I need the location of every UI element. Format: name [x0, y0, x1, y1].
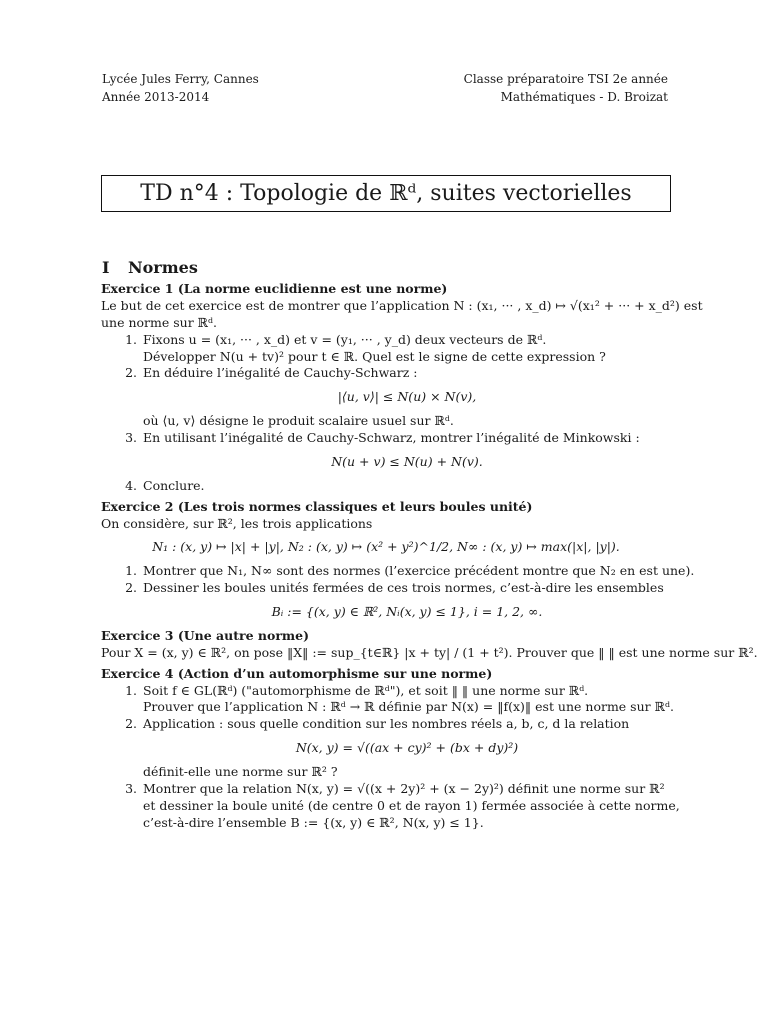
question-text: 2. Dessiner les boules unités fermées de ces trois normes, c’est-à-dire les ensembles [143, 580, 664, 596]
exercise-list [101, 281, 758, 832]
exercise-title: Exercice 1 (La norme euclidienne est une norme) [101, 281, 448, 296]
exercise-title: Exercice 3 (Une autre norme) [101, 627, 310, 643]
question-text: définit-elle une norme sur ℝ² ? [143, 764, 338, 779]
exercise-text: Pour X = (x, y) ∈ ℝ², on pose ‖X‖ := sup_{t∈ℝ} |x + ty| / (1 + t²). Prouver que ‖ ‖ est une norme sur ℝ². [101, 644, 758, 660]
teacher-name: Mathématiques - D. Broizat [500, 90, 668, 104]
question-text: 2. Application : sous quelle condition sur les nombres réels a, b, c, d la relation [143, 716, 630, 732]
section-heading [102, 257, 198, 279]
question-item [141, 332, 671, 366]
exercise-text: Le but de cet exercice est de montrer que l’application N : (x₁, ··· , x_d) ↦ √(x₁² + ··· + x_d²) est [101, 297, 703, 313]
class-name: Classe préparatoire TSI 2e année [463, 72, 668, 86]
section-label: Normes [128, 258, 198, 277]
question-text: 3. Montrer que la relation N(x, y) = √((x + 2y)² + (x − 2y)²) définit une norme sur ℝ² [143, 780, 665, 796]
formula: Bᵢ := {(x, y) ∈ ℝ², Nᵢ(x, y) ≤ 1}, i = 1, 2, ∞. [271, 604, 543, 619]
question-text: Développer N(u + tv)² pour t ∈ ℝ. Quel est le signe de cette expression ? [143, 348, 606, 364]
question-text: 1. Fixons u = (x₁, ··· , x_d) et v = (y₁, ··· , y_d) deux vecteurs de ℝᵈ. [143, 331, 547, 347]
formula: N(x, y) = √((ax + cy)² + (bx + dy)²) [295, 740, 519, 756]
question-text: 1. Montrer que N₁, N∞ sont des normes (l’exercice précédent montre que N₂ en est une). [143, 563, 695, 579]
question-item [141, 365, 671, 430]
question-text: et dessiner la boule unité (de centre 0 et de rayon 1) fermée associée à cette norme, [143, 797, 680, 813]
question-text: 4. Conclure. [143, 477, 205, 493]
question-item [141, 430, 671, 471]
exercise-title: Exercice 4 (Action d’un automorphisme sur une norme) [101, 665, 493, 681]
exercise-title: Exercice 2 (Les trois normes classiques et leurs boules unité) [101, 498, 533, 514]
exercise-1 [101, 281, 703, 495]
question-item [141, 682, 674, 717]
formula: N(u + v) ≤ N(u) + N(v). [331, 453, 483, 469]
question-text: où ⟨u, v⟩ désigne le produit scalaire usuel sur ℝᵈ. [143, 413, 454, 429]
formula: N₁ : (x, y) ↦ |x| + |y|, N₂ : (x, y) ↦ (x² + y²)^1/2, N∞ : (x, y) ↦ max(|x|, |y|). [152, 539, 620, 555]
document-title: TD n°4 : Topologie de ℝᵈ, suites vectorielles [101, 175, 671, 212]
question-item [141, 716, 671, 781]
question-text: 1. Soit f ∈ GL(ℝᵈ) ("automorphisme de ℝᵈ"), et soit ‖ ‖ une norme sur ℝᵈ. [143, 682, 589, 698]
question-text: 3. En utilisant l’inégalité de Cauchy-Schwarz, montrer l’inégalité de Minkowski : [143, 430, 640, 445]
question-text: Prouver que l’application N : ℝᵈ → ℝ définie par N(x) = ‖f(x)‖ est une norme sur ℝᵈ. [143, 699, 674, 715]
section-number: I [102, 258, 110, 277]
question-item [141, 580, 671, 621]
exercise-4 [101, 665, 680, 832]
header-left [102, 70, 259, 106]
exercise-text: une norme sur ℝᵈ. [101, 314, 218, 330]
exercise-3 [101, 627, 758, 662]
question-item [141, 478, 671, 495]
question-text: c’est-à-dire l’ensemble B := {(x, y) ∈ ℝ², N(x, y) ≤ 1}. [143, 814, 484, 830]
header-right [464, 70, 668, 106]
exercise-text: On considère, sur ℝ², les trois applications [101, 515, 373, 531]
school-year: Année 2013-2014 [102, 90, 210, 104]
question-text: 2. En déduire l’inégalité de Cauchy-Schwarz : [143, 365, 418, 381]
question-item [141, 563, 695, 580]
exercise-2 [101, 498, 695, 621]
question-item [141, 780, 680, 832]
formula: |⟨u, v⟩| ≤ N(u) × N(v), [337, 389, 477, 405]
school-name: Lycée Jules Ferry, Cannes [102, 72, 259, 86]
